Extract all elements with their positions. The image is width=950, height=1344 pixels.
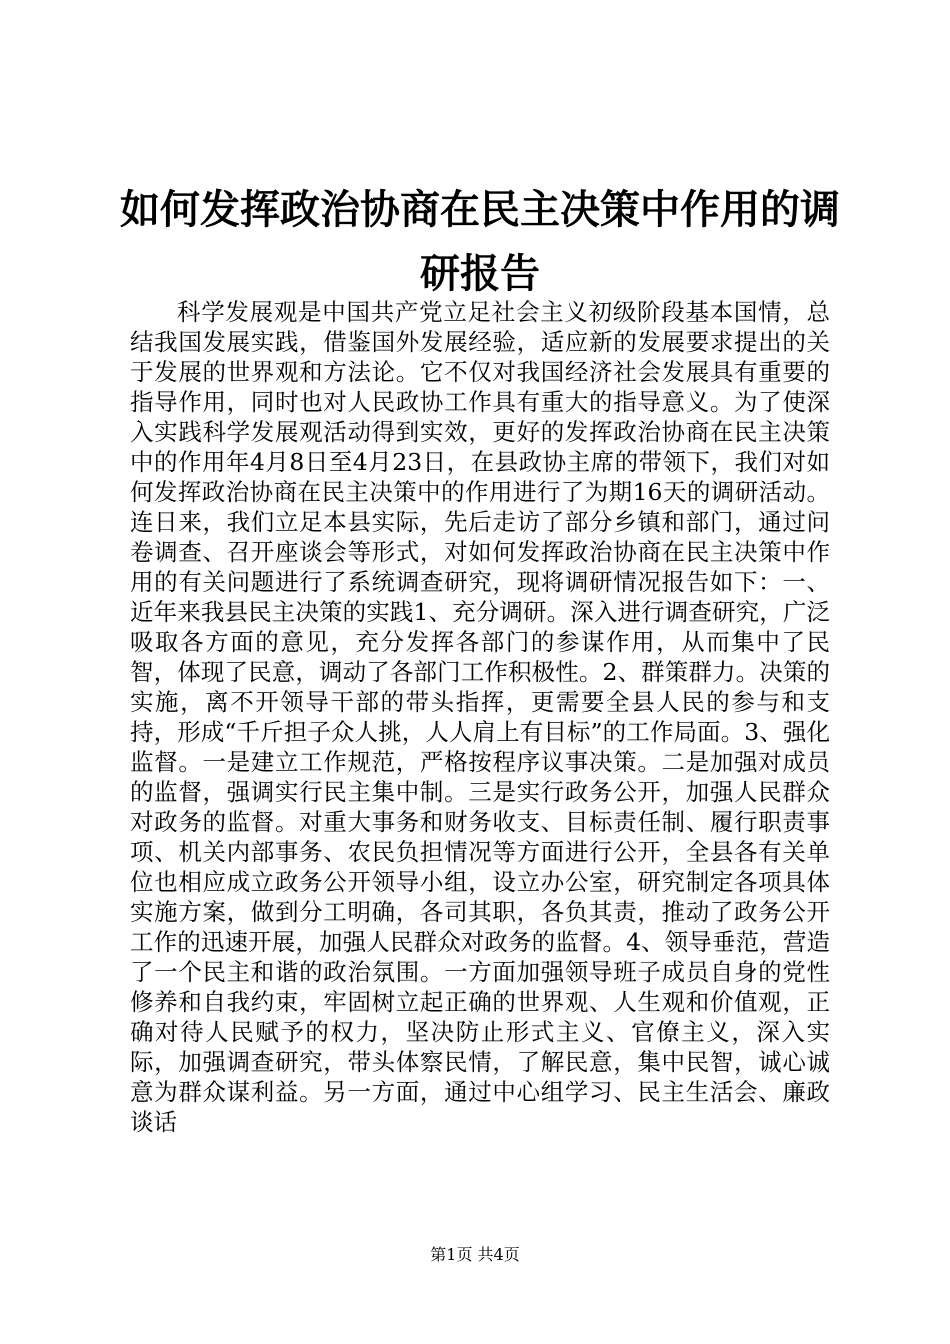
document-body-paragraph: 科学发展观是中国共产党立足社会主义初级阶段基本国情，总结我国发展实践，借鉴国外发展经验，适应新的发展要求提出的关于发展的世界观和方法论。它不仅对我国经济社会发展具有重要的指导作用，同时也对人民政协工作具有重大的指导意义。为了使深入实践科学发展观活动得到实效，更好的发挥政治协商在民主决策中的作用年4月8日至4月23日，在县政协主席的带领下，我们对如何发挥政治协商在民主决策中的作用进行了为期16天的调研活动。连日来，我们立足本县实际，先后走访了部分乡镇和部门，通过问卷调查、召开座谈会等形式，对如何发挥政治协商在民主决策中作用的有关问题进行了系统调查研究，现将调研情况报告如下：一、近年来我县民主决策的实践1、充分调研。深入进行调查研究，广泛吸取各方面的意见，充分发挥各部门的参谋作用，从而集中了民智，体现了民意，调动了各部门工作积极性。2、群策群力。决策的实施，离不开领导干部的带头指挥，更需要全县人民的参与和支持，形成“千斤担子众人挑，人人肩上有目标”的工作局面。3、强化监督。一是建立工作规范，严格按程序议事决策。二是加强对成员的监督，强调实行民主集中制。三是实行政务公开，加强人民群众对政务的监督。对重大事务和财务收支、目标责任制、履行职责事项、机关内部事务、农民负担情况等方面进行公开，全县各有关单位也相应成立政务公开领导小组，设立办公室，研究制定各项具体实施方案，做到分工明确，各司其职，各负其责，推动了政务公开工作的迅速开展，加强人民群众对政务的监督。4、领导垂范，营造了一个民主和谐的政治氛围。一方面加强领导班子成员自身的党性修养和自我约束，牢固树立起正确的世界观、人生观和价值观，正确对待人民赋予的权力，坚决防止形式主义、官僚主义，深入实际，加强调查研究，带头体察民情，了解民意，集中民智，诚心诚意为群众谋利益。另一方面，通过中心组学习、民主生活会、廉政谈话 [130,298,830,1136]
document-title: 如何发挥政治协商在民主决策中作用的调研报告 [120,186,840,297]
page-number-footer: 第1页 共4页 [430,1245,520,1264]
